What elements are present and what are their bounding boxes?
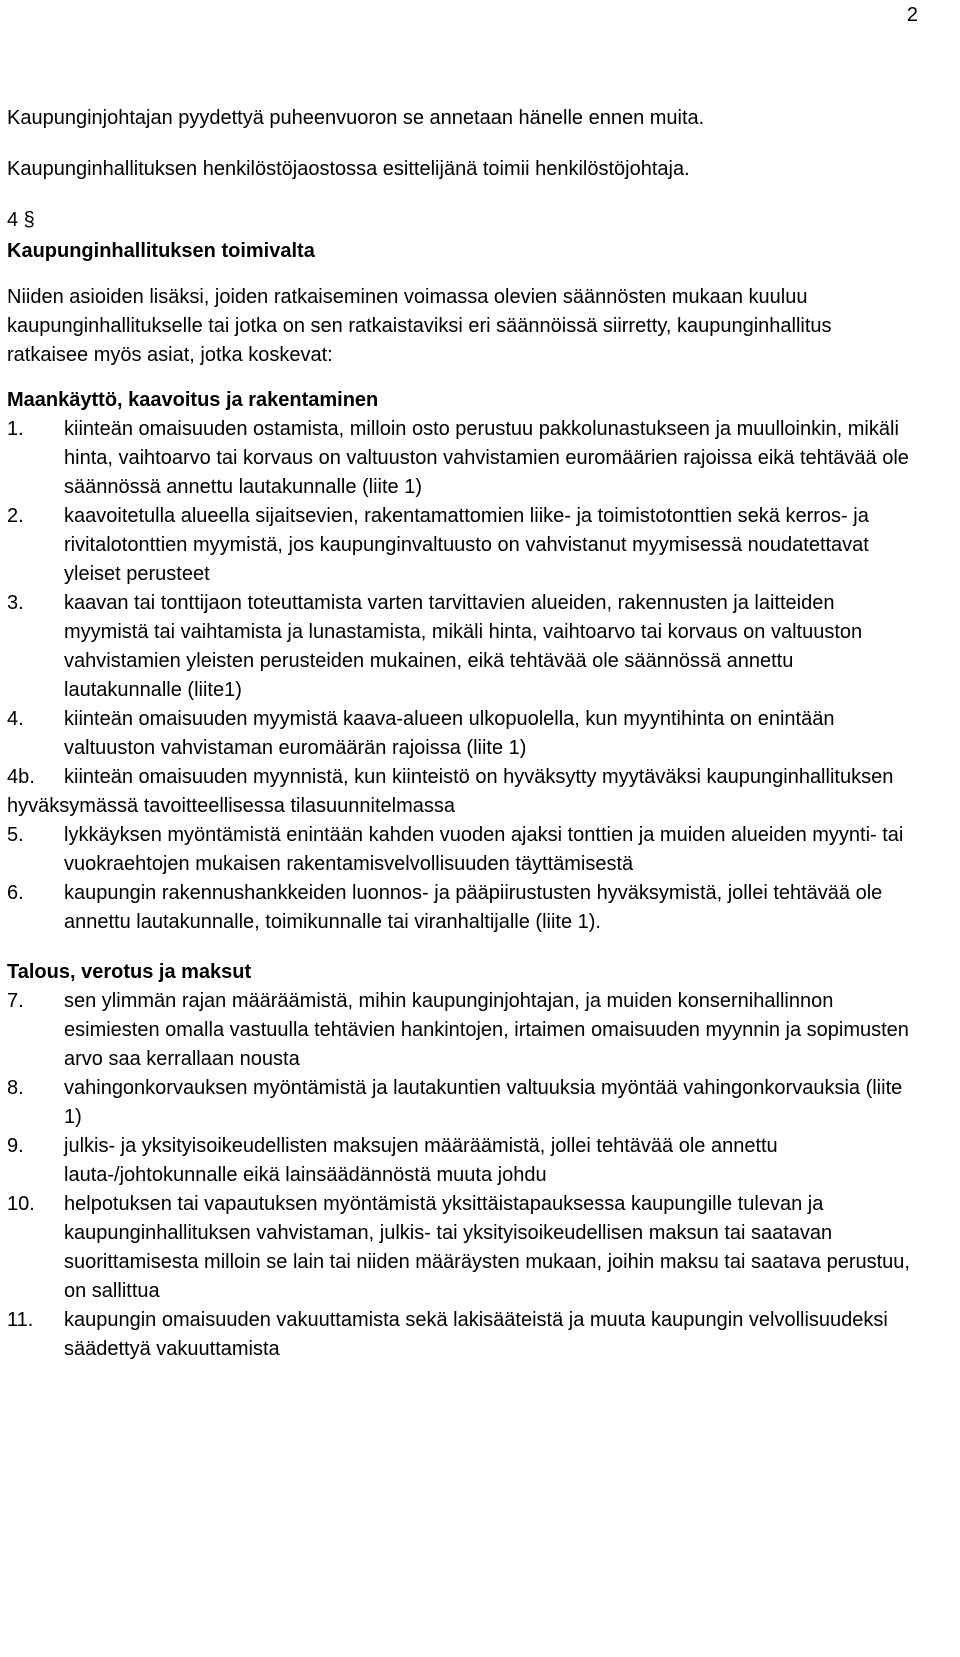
- list-item-number: 11.: [7, 1309, 34, 1331]
- list-item: [7, 1306, 912, 1364]
- list-item: [7, 415, 912, 502]
- list-item-text: kaupungin rakennushankkeiden luonnos- ja pääpiirustusten hyväksymistä, jollei tehtävää ole annettu lautakunnalle, toimikunnalle tai viranhaltijalle (liite 1).: [64, 882, 883, 933]
- list-item-text: kiinteän omaisuuden myymistä kaava-alueen ulkopuolella, kun myyntihinta on enintään valtuuston vahvistaman euromäärän rajoissa (liite 1): [64, 708, 835, 759]
- list-item-text: kaupungin omaisuuden vakuuttamista sekä lakisääteistä ja muuta kaupungin velvollisuudeksi säädettyä vakuuttamista: [64, 1309, 888, 1360]
- list-item-number: 9.: [7, 1135, 24, 1157]
- list-item-text: julkis- ja yksityisoikeudellisten maksujen määräämistä, jollei tehtävää ole annettu lauta-/johtokunnalle eikä lainsäädännöstä muuta johdu: [64, 1135, 778, 1186]
- list-item-number: 4b.: [7, 766, 35, 788]
- subheading-finance: Talous, verotus ja maksut: [7, 961, 252, 983]
- list-item-text: lykkäyksen myöntämistä enintään kahden vuoden ajaksi tonttien ja muiden alueiden myynti- tai vuokraehtojen mukaisen rakentamisvelvollisuuden täyttämisestä: [64, 824, 904, 875]
- list-item-number: 10.: [7, 1193, 35, 1215]
- list-item: [7, 987, 912, 1074]
- list-item-text: kiinteän omaisuuden ostamista, milloin osto perustuu pakkolunastukseen ja muulloinkin, mikäli hinta, vaihtoarvo tai korvaus on valtuuston vahvistamien euromäärien rajoissa eikä tehtävää ole säännössä annettu lautakunnalle (liite 1): [64, 418, 909, 498]
- list-item-number: 3.: [7, 592, 24, 614]
- section-intro: Niiden asioiden lisäksi, joiden ratkaiseminen voimassa olevien säännösten mukaan kuuluu kaupunginhallitukselle tai jotka on sen ratkaistaviksi eri säännöissä siirretty, kaupunginhallitus ratkaisee myös asiat, jotka koskevat:: [7, 286, 832, 366]
- paragraph-mayor-speech: Kaupunginjohtajan pyydettyä puheenvuoron se annetaan hänelle ennen muita.: [7, 107, 705, 129]
- list-item: [7, 879, 912, 937]
- list-item-text: helpotuksen tai vapautuksen myöntämistä yksittäistapauksessa kaupungille tulevan ja kaupunginhallituksen vahvistaman, julkis- tai yksityisoikeudellisen maksun tai saatavan suorittamisesta milloin se lain tai niiden määräysten mukaan, joihin maksu tai saatava perustuu, on sallittua: [64, 1193, 910, 1302]
- document-body: [7, 104, 912, 1364]
- page-number: 2: [906, 4, 918, 26]
- subheading-land-use: Maankäyttö, kaavoitus ja rakentaminen: [7, 389, 379, 411]
- list-item-text: kaavan tai tonttijaon toteuttamista varten tarvittavien alueiden, rakennusten ja laitteiden myymistä tai vaihtamista ja lunastamista, mikäli hinta, vaihtoarvo tai korvaus on valtuuston vahvistamien yleisten perusteiden mukainen, eikä tehtävää ole säännössä annettu lautakunnalle (liite1): [64, 592, 863, 701]
- list-item-number: 1.: [7, 418, 24, 440]
- list-item-number: 5.: [7, 824, 24, 846]
- list-item: [7, 1132, 912, 1190]
- list-item: [7, 502, 912, 589]
- list-item-number: 2.: [7, 505, 24, 527]
- list-item: [7, 705, 912, 763]
- list-item-number: 7.: [7, 990, 24, 1012]
- list-item: [7, 1190, 912, 1306]
- list-item: [7, 1074, 912, 1132]
- list-item-number: 8.: [7, 1077, 24, 1099]
- list-item-text: vahingonkorvauksen myöntämistä ja lautakuntien valtuuksia myöntää vahingonkorvauksia (liite 1): [64, 1077, 903, 1128]
- list-item: [7, 821, 912, 879]
- list-item-text: sen ylimmän rajan määräämistä, mihin kaupunginjohtajan, ja muiden konsernihallinnon esimiesten omalla vastuulla tehtävien hankintojen, irtaimen omaisuuden myynnin ja sopimusten arvo saa kerrallaan nousta: [64, 990, 909, 1070]
- paragraph-hr-presenter: Kaupunginhallituksen henkilöstöjaostossa esittelijänä toimii henkilöstöjohtaja.: [7, 158, 690, 180]
- section-number: 4 §: [7, 209, 35, 231]
- list-item-text: kiinteän omaisuuden myynnistä, kun kiinteistö on hyväksytty myytäväksi kaupunginhallituksen hyväksymässä tavoitteellisessa tilasuunnitelmassa: [7, 766, 894, 817]
- list-item-number: 6.: [7, 882, 24, 904]
- list-item: [7, 589, 912, 705]
- list-item-text: kaavoitetulla alueella sijaitsevien, rakentamattomien liike- ja toimistotonttien sekä kerros- ja rivitalotonttien myymistä, jos kaupunginvaltuusto on vahvistanut myymisessä noudatettavat yleiset perusteet: [64, 505, 869, 585]
- section-title: Kaupunginhallituksen toimivalta: [7, 240, 315, 262]
- list-item: [7, 763, 912, 821]
- list-item-number: 4.: [7, 708, 24, 730]
